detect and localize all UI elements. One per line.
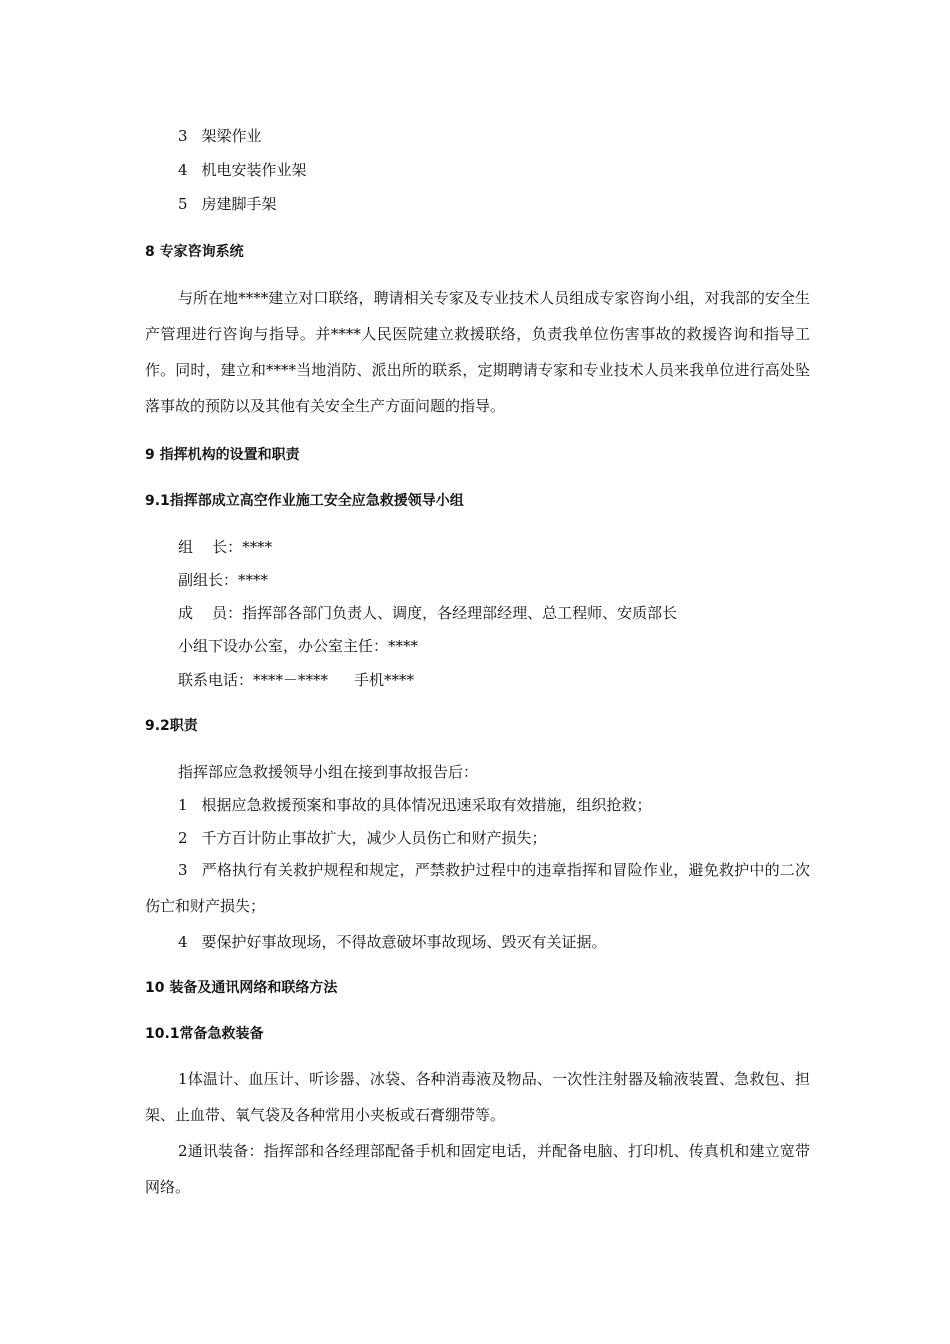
- list-item: [178, 160, 307, 180]
- section-8-heading: 8 专家咨询系统: [145, 244, 244, 260]
- section-8-paragraph: 与所在地****建立对口联络，聘请相关专家及专业技术人员组成专家咨询小组，对我部的安全生产管理进行咨询与指导。并****人民医院建立救援联络，负责我单位伤害事故的救援咨询和指导工作。同时，建立和****当地消防、派出所的联系，定期聘请专家和专业技术人员来我单位进行高处坠落事故的预防以及其他有关安全生产方面问题的指导。: [145, 289, 810, 415]
- duty-item-text: 千方百计防止事故扩大，减少人员伤亡和财产损失；: [201, 829, 547, 847]
- duty-item: [178, 932, 607, 952]
- list-item-text: 房建脚手架: [201, 195, 277, 213]
- list-item-number: 4: [178, 161, 188, 179]
- section-9-1-heading: 9.1指挥部成立高空作业施工安全应急救援领导小组: [145, 493, 464, 509]
- list-item: [178, 126, 262, 146]
- duty-item-text: 严格执行有关救护规程和规定，严禁救护过程中的违章指挥和冒险作业，避免救护中的二次伤亡和财产损失；: [145, 861, 810, 915]
- list-item: [178, 194, 277, 214]
- duty-item: [145, 852, 810, 924]
- deputy-leader-line: 副组长：****: [178, 571, 269, 589]
- list-item-text: 机电安装作业架: [201, 161, 307, 179]
- duty-item-number: 3: [178, 861, 188, 879]
- duty-item-text: 要保护好事故现场，不得故意破坏事故现场、毁灭有关证据。: [201, 933, 607, 951]
- duty-item-number: 4: [178, 933, 188, 951]
- mobile-number: 手机****: [354, 671, 415, 689]
- equipment-item: 2通讯装备：指挥部和各经理部配备手机和固定电话，并配备电脑、打印机、传真机和建立宽带网络。: [145, 1142, 810, 1196]
- duty-item-number: 1: [178, 796, 188, 814]
- leader-line: 组 长：****: [178, 538, 273, 556]
- contact-line: [178, 670, 414, 690]
- duties-intro: 指挥部应急救援领导小组在接到事故报告后：: [178, 763, 479, 781]
- section-9-2-heading: 9.2职责: [145, 718, 198, 734]
- section-10-1-heading: 10.1常备急救装备: [145, 1026, 264, 1042]
- duty-item-text: 根据应急救援预案和事故的具体情况迅速采取有效措施，组织抢救；: [201, 796, 652, 814]
- duty-item: [178, 828, 547, 848]
- section-9-heading: 9 指挥机构的设置和职责: [145, 447, 300, 463]
- office-line: 小组下设办公室，办公室主任：****: [178, 637, 419, 655]
- phone-number: 联系电话：****－****: [178, 671, 329, 689]
- list-item-text: 架梁作业: [201, 127, 262, 145]
- list-item-number: 3: [178, 127, 188, 145]
- equipment-item: 1体温计、血压计、听诊器、冰袋、各种消毒液及物品、一次性注射器及输液装置、急救包、担架、止血带、氧气袋及各种常用小夹板或石膏绷带等。: [145, 1070, 810, 1124]
- members-line: 成 员：指挥部各部门负责人、调度，各经理部经理、总工程师、安质部长: [178, 604, 678, 622]
- list-item-number: 5: [178, 195, 188, 213]
- duty-item: [178, 795, 652, 815]
- duty-item-number: 2: [178, 829, 188, 847]
- section-10-heading: 10 装备及通讯网络和联络方法: [145, 980, 338, 996]
